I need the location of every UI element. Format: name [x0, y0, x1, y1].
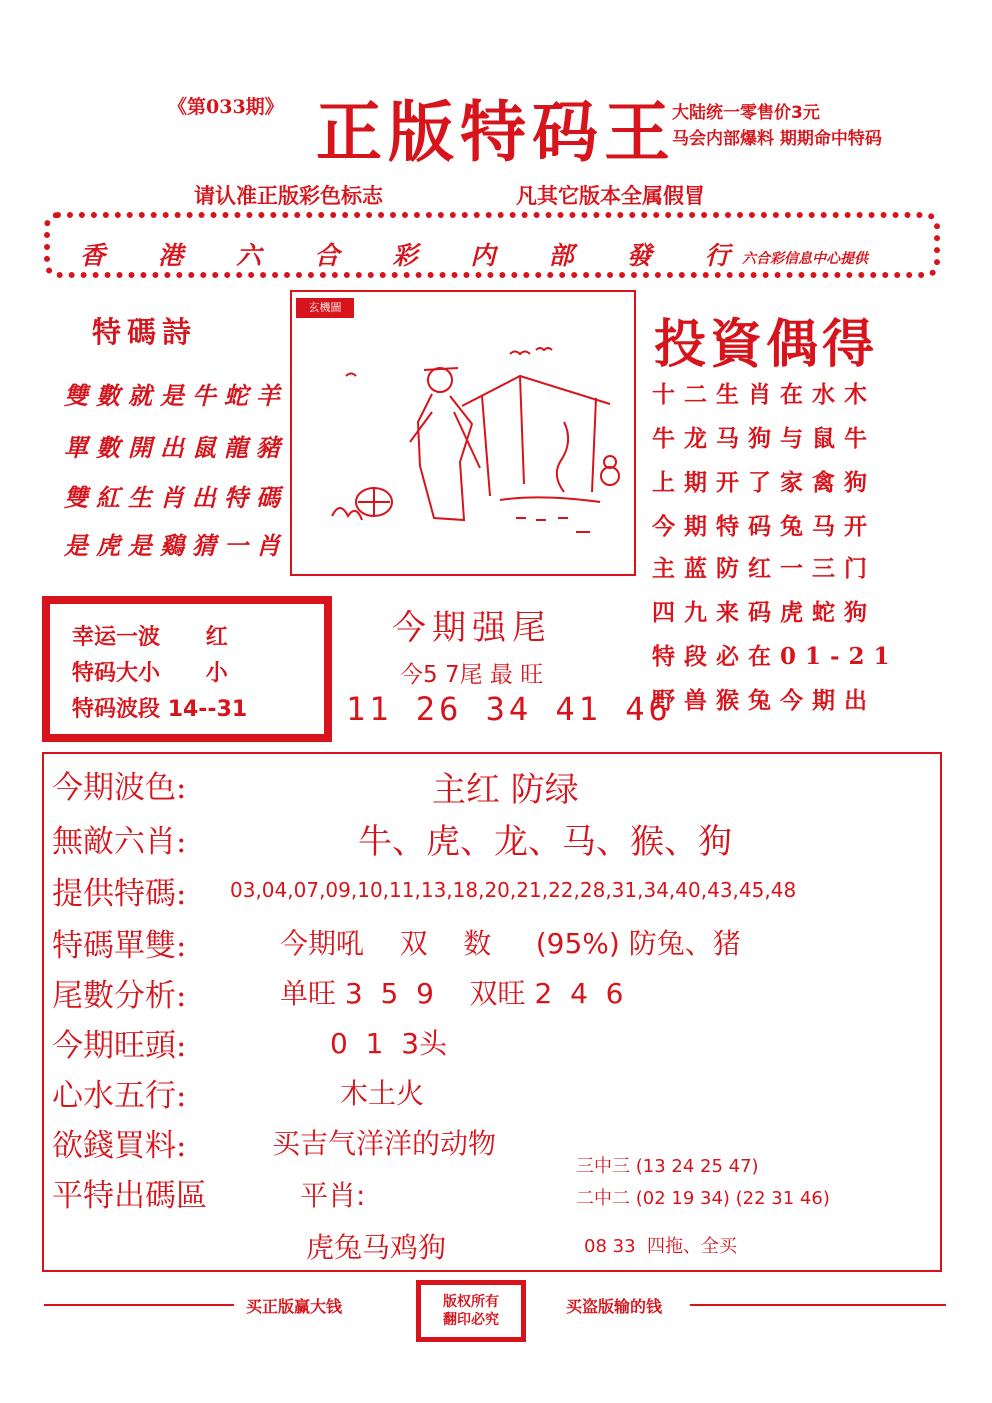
detail-value: 0 1 3头 — [330, 1027, 448, 1060]
detail-value: 买吉气洋洋的动物 — [272, 1127, 497, 1160]
detail-value: 平肖: — [300, 1179, 366, 1212]
detail-label: 今期波色: — [52, 770, 187, 806]
detail-label: 尾數分析: — [52, 978, 187, 1014]
copyright-line: 版权所有 — [443, 1294, 499, 1310]
lucky-value: 红 — [205, 625, 228, 650]
footer-divider — [44, 1304, 234, 1306]
issue-number: 《第033期》 — [168, 96, 284, 118]
strong-tail-title: 今期强尾 — [392, 608, 552, 648]
invest-line: 四九来码虎蛇狗 — [652, 599, 876, 626]
tagline: 马会内部爆料 期期命中特码 — [672, 129, 882, 149]
lucky-row — [72, 656, 228, 687]
picture-stamp: 玄機圖 — [296, 298, 354, 318]
banner-text — [80, 236, 730, 272]
ping-animals: 虎兔马鸡狗 — [306, 1231, 447, 1264]
strong-tail-numbers: 11 26 34 41 46 — [346, 690, 672, 728]
detail-label: 欲錢買料: — [52, 1128, 187, 1164]
banner-char: 香 — [80, 241, 106, 270]
banner-char: 港 — [158, 241, 184, 270]
poem-line: 單數開出鼠龍豬 — [64, 433, 288, 462]
copyright-box — [416, 1280, 526, 1342]
combo-line: 08 33 四拖、全买 — [584, 1236, 737, 1257]
detail-label: 今期旺頭: — [52, 1028, 187, 1064]
strong-tail-subtitle: 今5 7尾 最 旺 — [400, 662, 544, 688]
invest-line: 野兽猴兔今期出 — [652, 687, 876, 714]
detail-label: 心水五行: — [52, 1078, 187, 1114]
banner-credit: 六合彩信息中心提供 — [742, 251, 868, 267]
detail-value: 主红 防绿 — [432, 770, 579, 810]
invest-line: 主蓝防红一三门 — [652, 555, 876, 582]
banner-char: 部 — [548, 241, 574, 270]
detail-value: 03,04,07,09,10,11,13,18,20,21,22,28,31,34,40,43,45,48 — [230, 878, 797, 902]
banner-char: 合 — [314, 241, 340, 270]
notice-right: 凡其它版本全属假冒 — [516, 184, 705, 208]
footer-divider — [690, 1304, 946, 1306]
notice-left: 请认准正版彩色标志 — [194, 184, 383, 208]
lucky-label: 特码波段 — [72, 697, 161, 722]
copyright-line: 翻印必究 — [443, 1312, 499, 1328]
price-line: 大陆统一零售价3元 — [672, 103, 820, 123]
banner-char: 行 — [704, 241, 730, 270]
banner-char: 六 — [236, 241, 262, 270]
riddle-picture — [290, 290, 636, 576]
lucky-value: 14--31 — [167, 697, 248, 722]
header-info — [672, 100, 882, 152]
lucky-row — [72, 620, 228, 651]
banner-char: 發 — [626, 241, 652, 270]
poem-title: 特碼詩 — [92, 315, 198, 349]
lucky-row — [72, 692, 247, 723]
scholar-illustration — [292, 292, 634, 574]
detail-label: 提供特碼: — [52, 876, 187, 912]
footer-right: 买盗版输的钱 — [566, 1297, 663, 1316]
poem-line: 雙數就是牛蛇羊 — [64, 381, 288, 410]
detail-label: 特碼單雙: — [52, 928, 187, 964]
lucky-label: 幸运一波 — [72, 625, 161, 650]
invest-line: 十二生肖在水木 — [652, 381, 876, 408]
detail-value: 牛、虎、龙、马、猴、狗 — [358, 822, 732, 862]
invest-line: 特段必在01-21 — [652, 643, 899, 670]
detail-value: 今期吼 双 数 (95%) 防兔、猪 — [280, 927, 741, 960]
footer-left: 买正版赢大钱 — [246, 1297, 343, 1316]
detail-label: 無敵六肖: — [52, 824, 187, 860]
banner-char: 彩 — [392, 241, 418, 270]
poem-line: 雙紅生肖出特碼 — [64, 483, 288, 512]
poem-line: 是虎是鷄猜一肖 — [64, 531, 288, 560]
detail-value: 单旺 3 5 9 双旺 2 4 6 — [280, 977, 624, 1010]
invest-title: 投資偶得 — [654, 314, 879, 375]
invest-line: 牛龙马狗与鼠牛 — [652, 425, 876, 452]
lucky-value: 小 — [205, 661, 228, 686]
combo-line: 三中三 (13 24 25 47) — [576, 1156, 759, 1177]
detail-value: 木土火 — [340, 1077, 425, 1110]
page-title: 正版特码王 — [316, 93, 676, 171]
lucky-label: 特码大小 — [72, 661, 161, 686]
detail-label: 平特出碼區 — [52, 1178, 207, 1214]
combo-line: 二中二 (02 19 34) (22 31 46) — [576, 1188, 830, 1209]
invest-line: 上期开了家禽狗 — [652, 469, 876, 496]
invest-line: 今期特码兔马开 — [652, 513, 876, 540]
banner-char: 内 — [470, 241, 496, 270]
